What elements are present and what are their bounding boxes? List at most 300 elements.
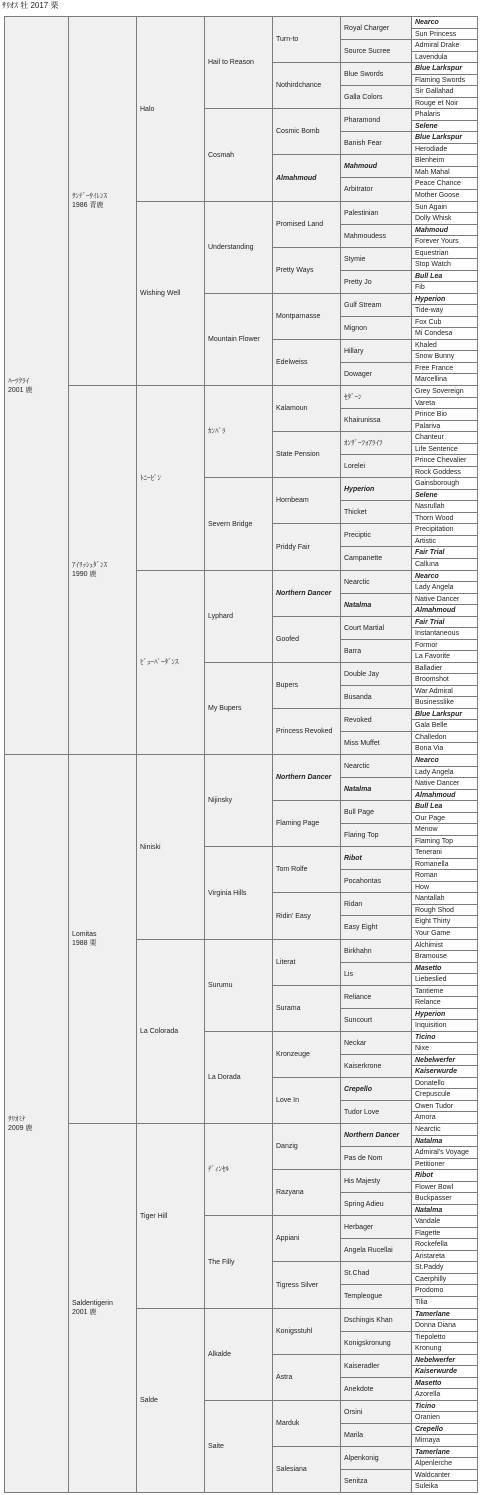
horse-name: Niniski [140,843,161,851]
horse-name: Blue Larkspur [415,710,463,718]
horse-name: Source Sucree [344,47,391,55]
pedigree-cell-gen6 [340,1008,412,1032]
horse-name: Tudor Love [344,1108,380,1116]
horse-name: Calluna [415,561,439,568]
pedigree-cell-gen4 [204,16,273,109]
horse-name: Razyana [276,1189,304,1196]
pedigree-cell-gen4 [204,293,273,386]
horse-name: ｻﾝﾃﾞｰｻｲﾚﾝｽ [72,193,107,200]
pedigree-cell-gen5 [272,939,341,986]
horse-name: Thorn Wood [415,514,454,522]
horse-name: Our Page [415,814,445,822]
horse-name: Phalaris [415,111,441,118]
horse-name: Selene [415,122,438,130]
horse-name: Tenerani [415,849,442,856]
pedigree-cell-gen6 [340,800,412,824]
pedigree-table [4,16,477,1492]
pedigree-cell-gen6 [340,154,412,178]
horse-name: Nebelwerfer [415,1056,456,1064]
pedigree-cell-gen6 [340,662,412,686]
horse-name: Kaiserwurde [415,1368,458,1375]
pedigree-cell-gen6 [340,16,412,40]
horse-name: War Admiral [415,687,453,695]
horse-name: St.Paddy [415,1264,444,1271]
horse-name: Tiger Hill [140,1212,168,1220]
pedigree-cell-gen6 [340,1354,412,1378]
horse-name: Aristareta [415,1252,445,1260]
horse-name: Surama [276,1005,301,1012]
horse-name: Herbager [344,1223,374,1231]
pedigree-cell-gen5 [272,570,341,617]
horse-name: Easy Eight [344,924,378,931]
horse-name: Herodiade [415,145,448,153]
horse-name: Masetto [415,964,442,972]
pedigree-cell-gen2 [68,754,137,1124]
pedigree-cell-gen6 [340,546,412,571]
horse-name: Campanette [344,555,383,562]
horse-name: Nantallah [415,895,445,902]
horse-name: Nijinsky [208,797,233,804]
horse-name: Marila [344,1431,364,1439]
horse-name: Promised Land [276,221,324,228]
pedigree-cell-gen6 [340,939,412,963]
horse-info: 2001 鹿 [8,386,33,394]
pedigree-cell-gen6 [340,270,412,294]
horse-name: Buckpasser [415,1195,452,1202]
pedigree-cell-gen5 [272,1261,341,1309]
horse-name: ｵﾝｻﾞｰﾌｫｱﾗｲﾌ [344,439,383,447]
horse-name: Cosmah [208,151,235,159]
horse-name: La Dorada [208,1074,241,1081]
horse-name: Tantieme [415,987,444,995]
pedigree-cell-gen6 [340,1400,412,1424]
horse-name: Rough Shod [415,906,454,914]
pedigree-cell-gen5 [272,708,341,755]
horse-name: Crepuscule [415,1091,451,1098]
horse-name: Mignon [344,324,367,332]
horse-name: Alkalde [208,1351,231,1358]
horse-name: Tide-way [415,307,444,314]
pedigree-cell-gen6 [340,731,412,755]
horse-name: Understanding [208,244,254,251]
horse-name: Crepello [344,1085,373,1093]
pedigree-cell-gen4 [204,846,273,940]
pedigree-cell-gen6 [340,593,412,617]
pedigree-cell-gen4 [204,1031,273,1124]
pedigree-cell-gen6 [340,708,412,732]
horse-name: Liebeslied [415,976,447,983]
horse-name: Fair Trial [415,618,445,626]
horse-name: Lomitas [72,931,97,938]
pedigree-cell-gen4 [204,570,273,663]
horse-name: Ribot [415,1172,433,1179]
horse-name: Lady Angela [415,584,454,591]
pedigree-cell-gen5 [272,62,341,109]
horse-name: ﾋﾞｭｰﾊﾟｰﾀﾞﾝｽ [140,659,179,666]
pedigree-cell-gen6 [340,62,412,86]
horse-name: Sun Princess [415,30,457,38]
horse-name: Danzig [276,1143,298,1150]
pedigree-cell-gen3 [136,16,205,202]
horse-name: ﾄﾆｰﾋﾞﾝ [140,474,161,482]
pedigree-cell-gen5 [272,385,341,432]
pedigree-cell-gen6 [340,1123,412,1147]
horse-name: Palariva [415,422,441,430]
horse-name: St.Chad [344,1269,370,1277]
horse-name: Life Sentence [415,445,458,453]
horse-name: State Pension [276,451,320,458]
horse-name: Mahmoud [344,162,378,170]
pedigree-cell-gen6 [340,823,412,847]
horse-name: Prodomo [415,1287,444,1294]
horse-name: Templeogue [344,1293,383,1300]
horse-name: Rockefella [415,1241,448,1248]
pedigree-cell-gen6 [340,431,412,455]
horse-name: ｾﾀﾞｰﾝ [344,393,362,401]
pedigree-cell-gen6 [340,985,412,1009]
pedigree-cell-gen6 [340,685,412,709]
horse-name: Selene [415,491,438,499]
horse-name: Salesiana [276,1466,307,1473]
horse-name: Nearco [415,757,439,764]
horse-name: Saite [208,1443,224,1450]
horse-name: Blenheim [415,157,445,164]
horse-name: Marduk [276,1420,300,1427]
horse-name: Pocahontas [344,877,381,885]
horse-name: Masetto [415,1379,442,1387]
horse-name: Waldcanter [415,1471,451,1479]
horse-name: Astra [276,1374,293,1381]
horse-name: Konigskronung [344,1339,391,1347]
pedigree-cell-gen4 [204,477,273,571]
horse-name: Tiepoletto [415,1333,446,1341]
pedigree-cell-gen3 [136,385,205,571]
pedigree-cell-gen6 [340,339,412,363]
horse-name: Precipitation [415,526,454,533]
horse-name: Lavendula [415,53,448,61]
horse-name: Wishing Well [140,290,181,297]
horse-name: Chanteur [415,434,444,441]
horse-name: Tigress Silver [276,1281,319,1289]
horse-name: Ticino [415,1402,436,1410]
horse-name: Natalma [344,601,372,609]
pedigree-cell-gen5 [272,108,341,155]
pedigree-cell-gen6 [340,1054,412,1078]
horse-name: Nearctic [344,578,370,586]
pedigree-cell-gen4 [204,1123,273,1216]
pedigree-cell-gen4 [204,385,273,478]
pedigree-cell-gen6 [340,1192,412,1216]
horse-name: Sun Again [415,203,447,211]
horse-name: The Filly [208,1258,235,1266]
horse-name: Fib [415,284,425,291]
horse-name: Bona Via [415,745,444,752]
pedigree-cell-gen6 [340,1377,412,1401]
horse-name: Mah Mahal [415,168,450,176]
horse-name: Pretty Ways [276,267,314,274]
pedigree-cell-gen5 [272,16,341,63]
horse-name: Double Jay [344,670,380,678]
pedigree-cell-gen2 [68,385,137,755]
horse-name: Northern Dancer [344,1131,400,1139]
horse-name: Virginia Hills [208,889,247,897]
horse-name: Suncourt [344,1016,373,1024]
pedigree-cell-gen5 [272,1077,341,1124]
pedigree-cell-gen5 [272,662,341,709]
horse-name: Roman [415,872,438,879]
horse-name: Orsini [344,1408,363,1416]
horse-name: Bull Page [344,808,374,816]
horse-name: Preciptic [344,531,371,539]
pedigree-cell-gen5 [272,339,341,386]
horse-name: Arbitrator [344,186,373,193]
horse-name: Almahmoud [415,607,456,614]
pedigree-cell-gen5 [272,846,341,893]
pedigree-cell-gen5 [272,985,341,1032]
pedigree-cell-gen4 [204,108,273,202]
horse-name: Donna Diana [415,1322,456,1329]
horse-name: Gulf Stream [344,301,382,309]
horse-name: Gainsborough [415,480,459,487]
horse-name: Anekdote [344,1385,374,1393]
pedigree-cell-gen3 [136,201,205,386]
horse-name: ｶﾝﾊﾟﾗ [208,428,226,435]
pedigree-cell-gen5 [272,201,341,248]
horse-name: Mountain Flower [208,336,260,343]
horse-name: Lis [344,970,353,978]
horse-name: Nixe [415,1045,430,1052]
pedigree-cell-gen6 [340,754,412,778]
pedigree-cell-gen6 [340,247,412,271]
horse-name: Challedon [415,733,447,741]
horse-name: Khairunissa [344,416,381,424]
horse-name: Kaiseradler [344,1362,380,1370]
pedigree-cell-gen6 [340,1146,412,1170]
horse-name: La Colorada [140,1028,179,1035]
horse-name: Admiral's Voyage [415,1149,469,1156]
horse-name: Flagette [415,1229,441,1237]
horse-name: ｻﾘｵﾐﾅ [8,1115,26,1123]
pedigree-cell-gen6 [340,962,412,986]
horse-info: 2009 鹿 [8,1124,33,1132]
horse-name: Kalamoun [276,405,308,412]
pedigree-cell-gen6 [340,1261,412,1285]
horse-name: Eight Thirty [415,918,451,925]
horse-name: Palestinian [344,209,379,217]
horse-name: Blue Larkspur [415,134,463,141]
pedigree-cell-gen5 [272,477,341,524]
pedigree-cell-gen3 [136,1308,205,1493]
horse-name: Romanella [415,860,449,868]
horse-name: Bupers [276,682,299,689]
horse-name: Mirnaya [415,1437,440,1444]
horse-name: Rouge et Noir [415,99,459,107]
horse-name: Nasrullah [415,503,445,510]
horse-name: Nebelwerfer [415,1356,456,1364]
horse-name: Formor [415,641,438,649]
horse-name: Instantaneous [415,630,459,637]
horse-name: Mother Goose [415,192,460,199]
pedigree-cell-gen3 [136,1123,205,1309]
pedigree-cell-gen6 [340,131,412,155]
horse-name: Mahmoud [415,226,449,234]
horse-name: Hyperion [415,1010,446,1018]
horse-name: Court Martial [344,624,385,632]
horse-name: Konigsstuhl [276,1328,313,1335]
horse-name: Inquisition [415,1022,447,1029]
horse-name: Severn Bridge [208,520,253,528]
horse-name: Blue Larkspur [415,65,463,72]
pedigree-cell-gen6 [340,39,412,63]
pedigree-cell-gen5 [272,754,341,801]
horse-name: Equestrian [415,249,449,257]
horse-name: Literat [276,959,296,966]
horse-name: Mi Condesa [415,330,453,337]
pedigree-cell-gen6 [340,869,412,893]
horse-name: Gala Belle [415,722,448,729]
horse-name: Artistic [415,537,436,545]
pedigree-cell-gen6 [340,316,412,340]
horse-name: Oranien [415,1414,440,1421]
horse-name: Your Game [415,930,451,937]
horse-info: 2001 鹿 [72,1309,97,1316]
pedigree-cell-gen6 [340,1100,412,1124]
horse-name: Ridan [344,900,363,908]
horse-name: Royal Charger [344,24,390,32]
horse-name: Prince Chevalier [415,457,467,464]
horse-name: Miss Muffet [344,739,380,747]
horse-name: Hyperion [415,295,446,303]
horse-name: Neckar [344,1039,367,1047]
horse-name: Balladier [415,664,443,672]
horse-name: Bramouse [415,953,447,960]
pedigree-cell-gen5 [272,1215,341,1262]
pedigree-cell-gen6 [340,777,412,801]
horse-name: Nearctic [344,762,370,770]
horse-name: Kaiserwurde [415,1068,458,1075]
horse-name: Love In [276,1097,299,1104]
horse-name: Kronung [415,1345,442,1352]
horse-name: Khaled [415,341,437,349]
horse-name: Tom Rolfe [276,866,308,873]
pedigree-cell-gen6 [340,1238,412,1262]
pedigree-cell-gen5 [272,293,341,340]
horse-name: La Favorite [415,653,451,660]
horse-name: Peace Chance [415,180,461,187]
horse-name: Fair Trial [415,549,445,556]
horse-name: Grey Sovereign [415,388,464,395]
horse-name: Appiani [276,1235,300,1242]
pedigree-cell-gen4 [204,1215,273,1309]
horse-name: Sir Gallahad [415,88,454,95]
horse-name: Vandale [415,1218,441,1225]
horse-name: Bull Lea [415,803,443,810]
pedigree-cell-gen6 [340,362,412,386]
horse-name: Azorella [415,1391,441,1398]
pedigree-cell-gen3 [136,754,205,940]
horse-name: Stop Watch [415,261,451,268]
pedigree-cell-gen6 [340,1077,412,1101]
pedigree-cell-gen6 [340,385,412,409]
horse-name: Broomshot [415,676,449,683]
horse-name: Hornbeam [276,497,309,504]
horse-name: Goofed [276,636,299,643]
pedigree-cell-gen6 [340,454,412,478]
horse-name: Almahmoud [415,791,456,799]
horse-info: 1990 鹿 [72,571,97,578]
pedigree-cell-gen6 [340,616,412,640]
horse-name: Kronzeuge [276,1051,310,1058]
horse-name: Donatello [415,1079,445,1087]
horse-name: Edelweiss [276,359,308,366]
pedigree-cell-gen6 [340,639,412,663]
horse-name: Surumu [208,982,233,989]
horse-name: Suleika [415,1483,438,1490]
horse-name: Lorelei [344,462,366,470]
horse-name: Spring Adieu [344,1200,384,1208]
horse-name: Dschingis Khan [344,1316,393,1324]
pedigree-cell-gen6 [340,1169,412,1193]
horse-name: Ticino [415,1033,436,1041]
horse-name: Turn-to [276,36,299,43]
horse-name: Forever Yours [415,238,459,245]
horse-name: Snow Bunny [415,353,455,360]
horse-name: Natalma [415,1206,443,1214]
pedigree-cell-gen6 [340,1308,412,1332]
horse-name: Stymie [344,255,366,263]
horse-name: Blue Swords [344,70,384,78]
pedigree-cell-gen5 [272,800,341,847]
horse-name: Flaming Page [276,820,320,827]
horse-name: Banish Fear [344,139,382,147]
pedigree-cell-gen1 [4,16,69,755]
horse-name: Northern Dancer [276,590,332,597]
pedigree-cell-gen5 [272,1169,341,1216]
pedigree-cell-gen5 [272,1308,341,1355]
horse-name: Northern Dancer [276,774,332,781]
pedigree-cell-gen6 [340,523,412,547]
horse-name: Nothirdchance [276,82,322,89]
pedigree-cell-gen6 [340,108,412,132]
horse-name: Alpenkonig [344,1454,379,1462]
pedigree-cell-gen5 [272,431,341,478]
pedigree-cell-gen4 [204,201,273,294]
horse-name: Alchimist [415,941,444,949]
pedigree-cell-gen6 [340,1284,412,1309]
pedigree-cell-gen6 [340,1446,412,1470]
horse-name: Dowager [344,370,373,378]
pedigree-cell-gen5 [272,1354,341,1401]
horse-name: Saldentigerin [72,1300,113,1307]
pedigree-cell-gen2 [68,1123,137,1493]
pedigree-cell-gen5 [272,154,341,202]
horse-name: His Majesty [344,1177,381,1185]
pedigree-cell-gen7 [411,1480,478,1493]
horse-name: Owen Tudor [415,1102,454,1110]
horse-name: Pharamond [344,116,381,124]
horse-name: Ribot [344,854,362,862]
pedigree-cell-gen4 [204,754,273,847]
pedigree-cell-gen5 [272,1400,341,1447]
pedigree-cell-gen4 [204,1308,273,1401]
horse-name: Reliance [344,993,372,1001]
pedigree-cell-gen6 [340,408,412,432]
pedigree-cell-gen6 [340,846,412,870]
horse-name: Barra [344,647,362,655]
pedigree-cell-gen6 [340,1423,412,1447]
horse-name: Free France [415,364,454,372]
horse-name: Native Dancer [415,780,460,787]
